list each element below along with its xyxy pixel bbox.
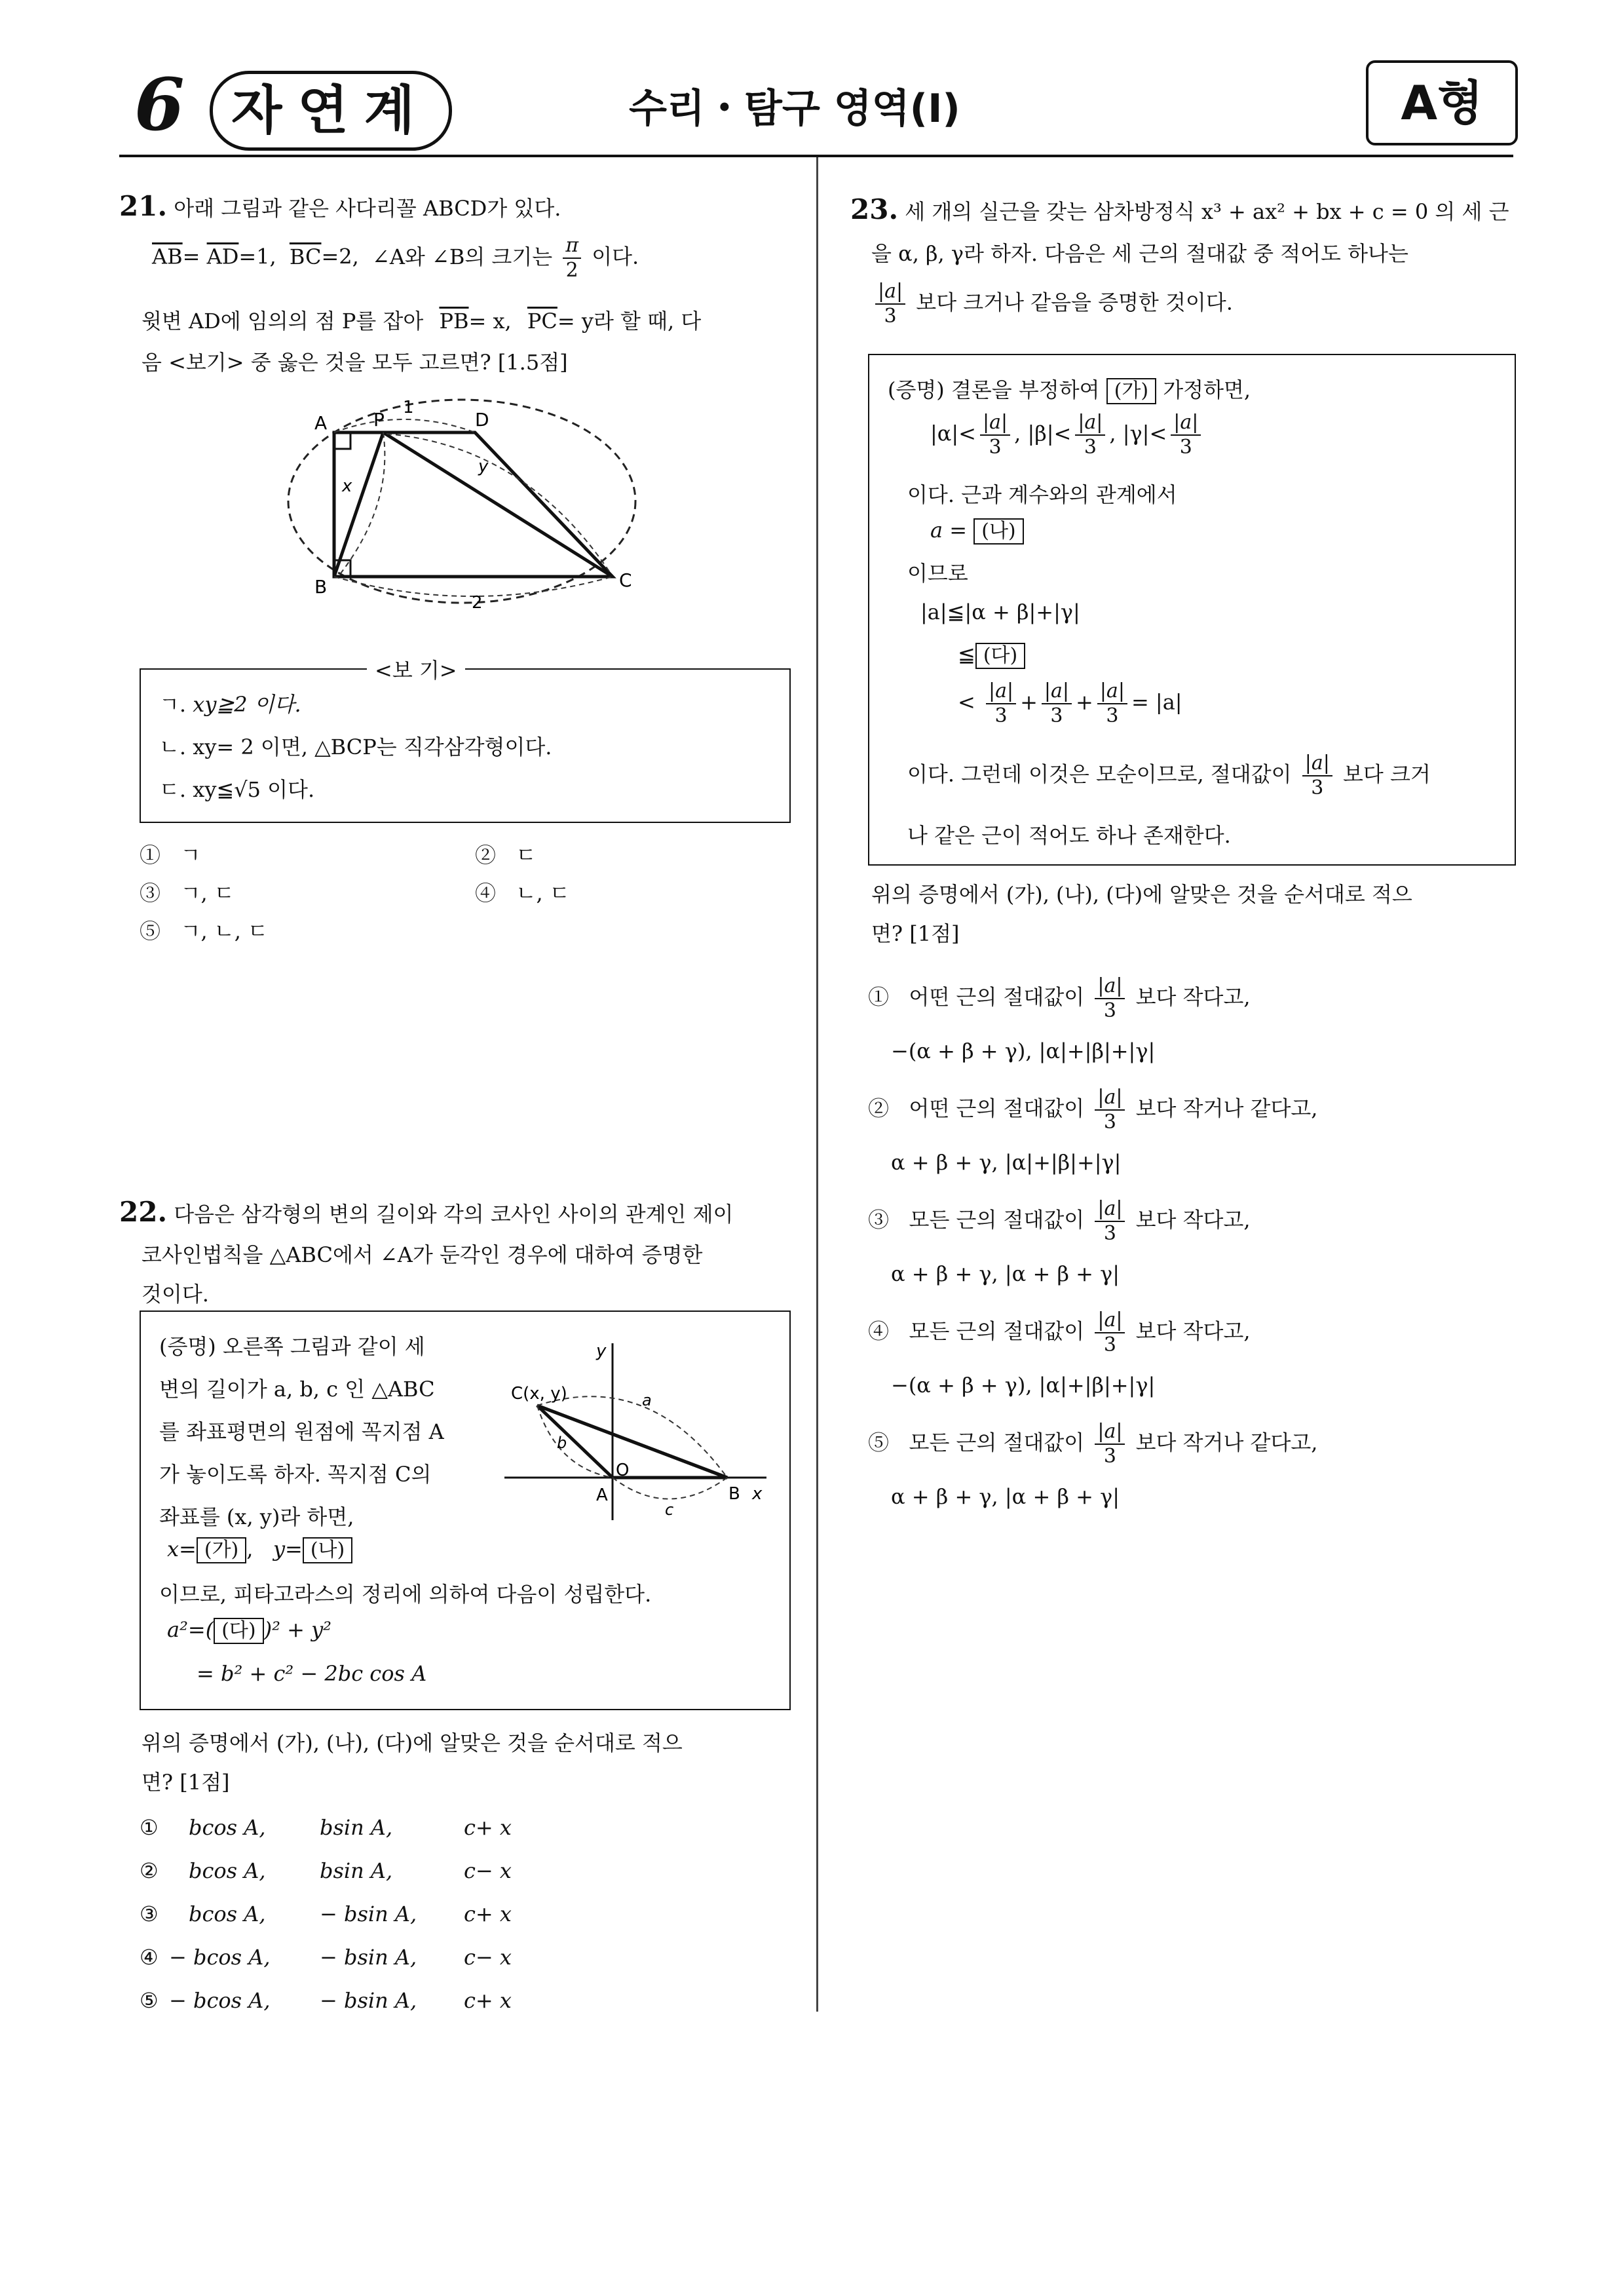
a2-equation: a²=( (다) )² + y² [167,1617,331,1644]
label-D: D [475,409,489,430]
question-number: 22. [119,1196,168,1228]
label-C: C [619,569,632,591]
answer-choice[interactable]: ⑤ 모든 근의 절대값이 $\frac{|a|}{3}$ 보다 작거나 같다고, [868,1420,1318,1468]
label-a: a [642,1391,652,1409]
q22-line2: 코사인법칙을 △ABC에서 ∠A가 둔각인 경우에 대하여 증명한 [142,1242,703,1267]
proof-line: (증명) 오른쪽 그림과 같이 세 [159,1334,425,1359]
segment-PB [334,432,383,577]
blank-ga: (가) [1106,378,1156,404]
label-P: P [373,409,385,430]
q22-line1: 다음은 삼각형의 변의 길이와 각의 코사인 사이의 관계인 제이 [174,1202,734,1227]
q23-question1: 위의 증명에서 (가), (나), (다)에 알맞은 것을 순서대로 적으 [871,882,1412,907]
q22-line3: 것이다. [142,1282,209,1307]
answer-choice[interactable]: ② bcos A, bsin A, c− x [140,1858,512,1883]
q22-figure [498,1330,773,1527]
answer-choice[interactable]: ① bcos A, bsin A, c+ x [140,1815,512,1840]
blank-na: (나) [973,518,1023,545]
q23-question2: 면? [1점] [871,921,960,946]
relation-line: 이다. 근과 계수와의 관계에서 [907,482,1177,507]
q23-line3: $\frac{|a|}{3}$ 보다 크거나 같음을 증명한 것이다. [871,282,1233,326]
answer-choice[interactable]: ④ − bcos A, − bsin A, c− x [140,1945,512,1970]
proof-after: 이므로, 피타고라스의 정리에 의하여 다음이 성립한다. [159,1582,652,1607]
answer-choice[interactable]: ④ 모든 근의 절대값이 $\frac{|a|}{3}$ 보다 작다고, [868,1309,1251,1356]
label-x-axis: x [752,1484,763,1504]
label-x: x [342,476,352,496]
choice-detail: α + β + γ, |α|+|β|+|γ| [891,1150,1122,1175]
subject-title: 수리・탐구 영역(Ⅰ) [629,86,960,132]
proof-line: 좌표를 (x, y)라 하면, [159,1504,354,1529]
abs-inequalities: |α|< $\frac{|a|}{3}$ , |β|< $\frac{|a|}{3}$ , |γ|< $\frac{|a|}{3}$ [930,413,1205,457]
sum-inequality: < $\frac{|a|}{3}$ + $\frac{|a|}{3}$ + $\frac{|a|}{3}$ = |a| [958,679,1182,727]
label-one: 1 [403,398,414,417]
circumcircle [288,400,635,603]
question-number: 21. [119,190,168,222]
answer-choice[interactable]: ① 어떤 근의 절대값이 $\frac{|a|}{3}$ 보다 작다고, [868,974,1251,1022]
abs-inequality: |a|≦|α + β|+|γ| [920,600,1080,624]
q21-line1: 아래 그림과 같은 사다리꼴 ABCD가 있다. [174,196,561,221]
proof-line: 변의 길이가 a, b, c 인 △ABC [159,1377,435,1402]
label-B: B [728,1484,740,1504]
q22-question1: 위의 증명에서 (가), (나), (다)에 알맞은 것을 순서대로 적으 [142,1731,683,1755]
answer-choice[interactable]: ④ ㄴ, ㄷ [475,881,570,906]
conclusion-line: 나 같은 근이 적어도 하나 존재한다. [907,823,1231,848]
proof-start: (증명) 결론을 부정하여 (가) 가정하면, [888,373,1251,404]
track-label: 자연계 [210,71,452,151]
pi-over-2: $\frac{\pi}{2}$ [563,236,581,280]
label-B: B [314,576,328,598]
q23-line1: 세 개의 실근을 갖는 삼차방정식 x³ + ax² + bx + c = 0 의 세 근 [905,199,1509,224]
form-type-badge: A형 [1366,60,1518,145]
label-y: y [478,457,489,476]
question-number: 23. [850,193,899,225]
q21-line4: 음 <보기> 중 옳은 것을 모두 고르면? [1.5점] [142,350,568,375]
choice-detail: α + β + γ, |α + β + γ| [891,1484,1120,1509]
q21-line3: 윗변 AD에 임의의 점 P를 잡아 $\overline{PB}= x$, $\overline{PC}= y$라 할 때, 다 [142,309,702,334]
bogi-item: ㄴ. xy= 2 이면, △BCP는 직각삼각형이다. [159,735,552,759]
le-blank: ≦ (다) [958,642,1025,669]
choice-detail: −(α + β + γ), |α|+|β|+|γ| [891,1373,1156,1398]
a-equation: a = (나) [930,518,1024,545]
answer-choice[interactable]: ⑤ − bcos A, − bsin A, c+ x [140,1988,512,2013]
answer-choice[interactable]: ② ㄷ [475,843,537,868]
answer-choice[interactable]: ⑤ ㄱ, ㄴ, ㄷ [140,919,268,944]
label-A: A [596,1485,608,1505]
label-c: c [665,1501,674,1519]
label-b: b [557,1434,567,1452]
right-angle-A [334,432,350,449]
imeuro: 이므로 [907,561,968,586]
answer-choice[interactable]: ③ bcos A, − bsin A, c+ x [140,1902,512,1926]
blank-ga: (가) [197,1537,246,1563]
q21-figure [282,393,649,609]
final-equation: = b² + c² − 2bc cos A [197,1661,427,1686]
choice-detail: −(α + β + γ), |α|+|β|+|γ| [891,1039,1156,1063]
blank-na: (나) [303,1537,352,1563]
q22-question2: 면? [1점] [142,1770,230,1795]
bogi-title: <보 기> [367,654,465,684]
answer-choice[interactable]: ① ㄱ [140,843,201,868]
answer-choice[interactable]: ③ 모든 근의 절대값이 $\frac{|a|}{3}$ 보다 작다고, [868,1197,1251,1245]
label-A: A [314,412,328,434]
q23-line2: 을 α, β, γ라 하자. 다음은 세 근의 절대값 중 적어도 하나는 [871,241,1408,266]
answer-choice[interactable]: ② 어떤 근의 절대값이 $\frac{|a|}{3}$ 보다 작거나 같다고, [868,1086,1318,1134]
bogi-item: ㄱ. xy≧2 이다. [159,692,301,717]
blank-da: (다) [214,1618,263,1644]
proof-line: 를 좌표평면의 원점에 꼭지점 A [159,1419,444,1444]
q21-condition: $\overline{AB}= \overline{AD}=1$, $\overline{BC}=2$, ∠A와 ∠B의 크기는 $\frac{\pi}{2}$ 이다. [152,234,639,282]
segment-PC [383,432,613,577]
xy-definition: x= (가) , y= (나) [167,1537,352,1563]
label-O: O [616,1461,630,1480]
column-divider [816,157,818,2012]
bogi-item: ㄷ. xy≦√5 이다. [159,777,315,802]
label-two: 2 [472,593,483,609]
label-C: C(x, y) [511,1384,567,1404]
page-number: 6 [134,62,185,147]
blank-da: (다) [975,643,1025,669]
label-y-axis: y [596,1341,607,1361]
contradiction-line: 이다. 그런데 이것은 모순이므로, 절대값이 $\frac{|a|}{3}$ 보다 크거 [907,752,1431,799]
proof-line: 가 놓이도록 하자. 꼭지점 C의 [159,1462,432,1487]
choice-detail: α + β + γ, |α + β + γ| [891,1261,1120,1286]
answer-choice[interactable]: ③ ㄱ, ㄷ [140,881,235,906]
